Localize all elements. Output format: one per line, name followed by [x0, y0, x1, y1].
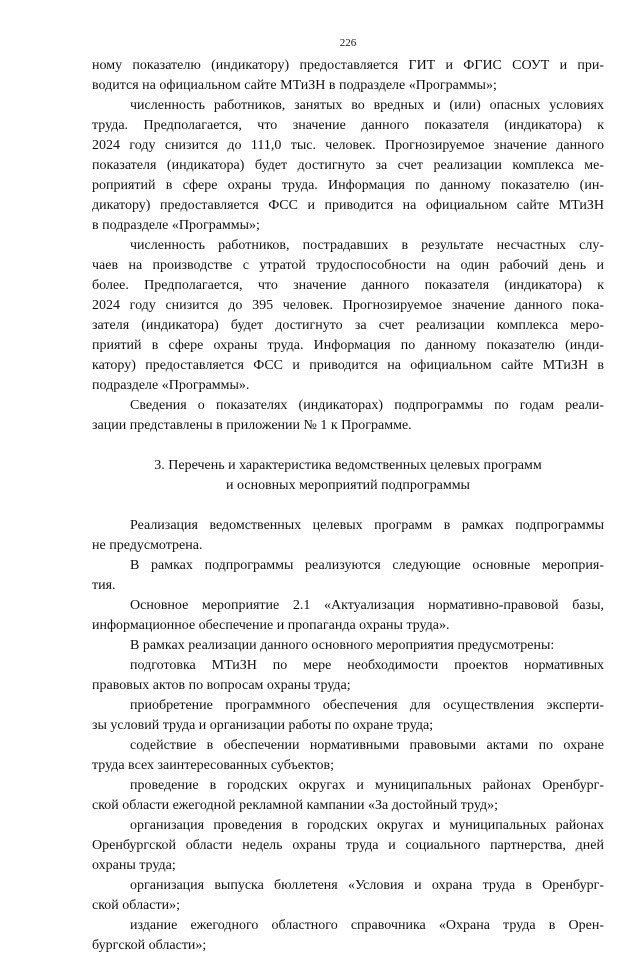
text-line: содействие в обеспечении нормативными правовыми актами по охране — [130, 738, 604, 753]
body-text-bottom — [92, 516, 604, 956]
paragraph — [92, 236, 604, 396]
text-line: численность работников, занятых во вредных и (или) опасных условиях — [130, 98, 604, 113]
text-line: труда всех заинтересованных субъектов; — [92, 758, 334, 773]
paragraph — [92, 816, 604, 876]
paragraph — [92, 396, 604, 436]
paragraph — [92, 516, 604, 556]
text-line: зации представлены в приложении № 1 к Программе. — [92, 418, 412, 433]
text-line: Оренбургской области недель охраны труда и социального партнерства, дней — [92, 838, 604, 853]
paragraph — [92, 96, 604, 236]
text-line: зы условий труда и организации работы по охране труда; — [92, 718, 434, 733]
text-line: охраны труда; — [92, 858, 176, 873]
text-line: издание ежегодного областного справочника «Охрана труда в Орен- — [130, 918, 604, 933]
text-line: катору) предоставляется ФСС и приводится на официальном сайте МТиЗН в — [92, 358, 604, 373]
text-line: Сведения о показателях (индикаторах) подпрограммы по годам реали- — [130, 398, 604, 413]
text-line: 2024 году снизится до 111,0 тыс. человек. Прогнозируемое значение данного — [92, 138, 604, 153]
paragraph — [92, 776, 604, 816]
text-line: зателя (индикатора) будет достигнуто за счет реализации комплекса меро- — [92, 318, 604, 333]
text-line: показателя (индикатора) будет достигнуто за счет реализации комплекса ме- — [92, 158, 604, 173]
page-number: 226 — [339, 37, 357, 49]
text-line: в подразделе «Программы»; — [92, 218, 260, 233]
section-heading-line-2: и основных мероприятий подпрограммы — [226, 478, 470, 493]
body-text-top — [92, 56, 604, 436]
text-line: численность работников, пострадавших в результате несчастных слу- — [130, 238, 604, 253]
text-line: подразделе «Программы». — [92, 378, 250, 393]
text-line: В рамках подпрограммы реализуются следующие основные мероприя- — [130, 558, 604, 573]
text-line: тия. — [92, 578, 116, 593]
paragraph — [92, 916, 604, 956]
text-line: ской области ежегодной рекламной кампании «За достойный труд»; — [92, 798, 498, 813]
paragraph — [92, 56, 604, 96]
text-line: бургской области»; — [92, 938, 207, 953]
paragraph — [92, 696, 604, 736]
text-line: организация выпуска бюллетеня «Условия и охрана труда в Оренбург- — [130, 878, 604, 893]
text-line: дикатору) предоставляется ФСС и приводится на официальном сайте МТиЗН — [92, 198, 604, 213]
paragraph — [92, 636, 604, 656]
text-line: роприятий в сфере охраны труда. Информация по данному показателю (ин- — [92, 178, 604, 193]
text-line: Реализация ведомственных целевых программ в рамках подпрограммы — [130, 518, 604, 533]
text-line: подготовка МТиЗН по мере необходимости проектов нормативных — [130, 658, 604, 673]
text-line: организация проведения в городских округах и муниципальных районах — [130, 818, 604, 833]
text-line: Основное мероприятие 2.1 «Актуализация нормативно-правовой базы, — [130, 598, 604, 613]
text-line: водится на официальном сайте МТиЗН в подразделе «Программы»; — [92, 78, 497, 93]
paragraph — [92, 876, 604, 916]
text-line: правовых актов по вопросам охраны труда; — [92, 678, 351, 693]
text-line: чаев на производстве с утратой трудоспособности на один рабочий день и — [92, 258, 604, 273]
paragraph — [92, 736, 604, 776]
text-line: проведение в городских округах и муниципальных районах Оренбург- — [130, 778, 604, 793]
text-line: 2024 году снизится до 395 человек. Прогнозируемое значение данного пока- — [92, 298, 604, 313]
section-heading — [92, 456, 604, 496]
text-line: более. Предполагается, что значение данного показателя (индикатора) к — [92, 278, 604, 293]
text-line: ской области»; — [92, 898, 180, 913]
text-line: не предусмотрена. — [92, 538, 203, 553]
text-line: информационное обеспечение и пропаганда охраны труда». — [92, 618, 450, 633]
text-line: приятий в сфере охраны труда. Информация по данному показателю (инди- — [92, 338, 604, 353]
paragraph — [92, 596, 604, 636]
paragraph — [92, 656, 604, 696]
text-line: В рамках реализации данного основного мероприятия предусмотрены: — [130, 638, 555, 653]
paragraph — [92, 556, 604, 596]
text-line: ному показателю (индикатору) предоставляется ГИТ и ФГИС СОУТ и при- — [92, 58, 604, 73]
text-line: труда. Предполагается, что значение данного показателя (индикатора) к — [92, 118, 604, 133]
section-heading-line-1: 3. Перечень и характеристика ведомственных целевых программ — [154, 458, 542, 473]
text-line: приобретение программного обеспечения для осуществления эксперти- — [130, 698, 604, 713]
